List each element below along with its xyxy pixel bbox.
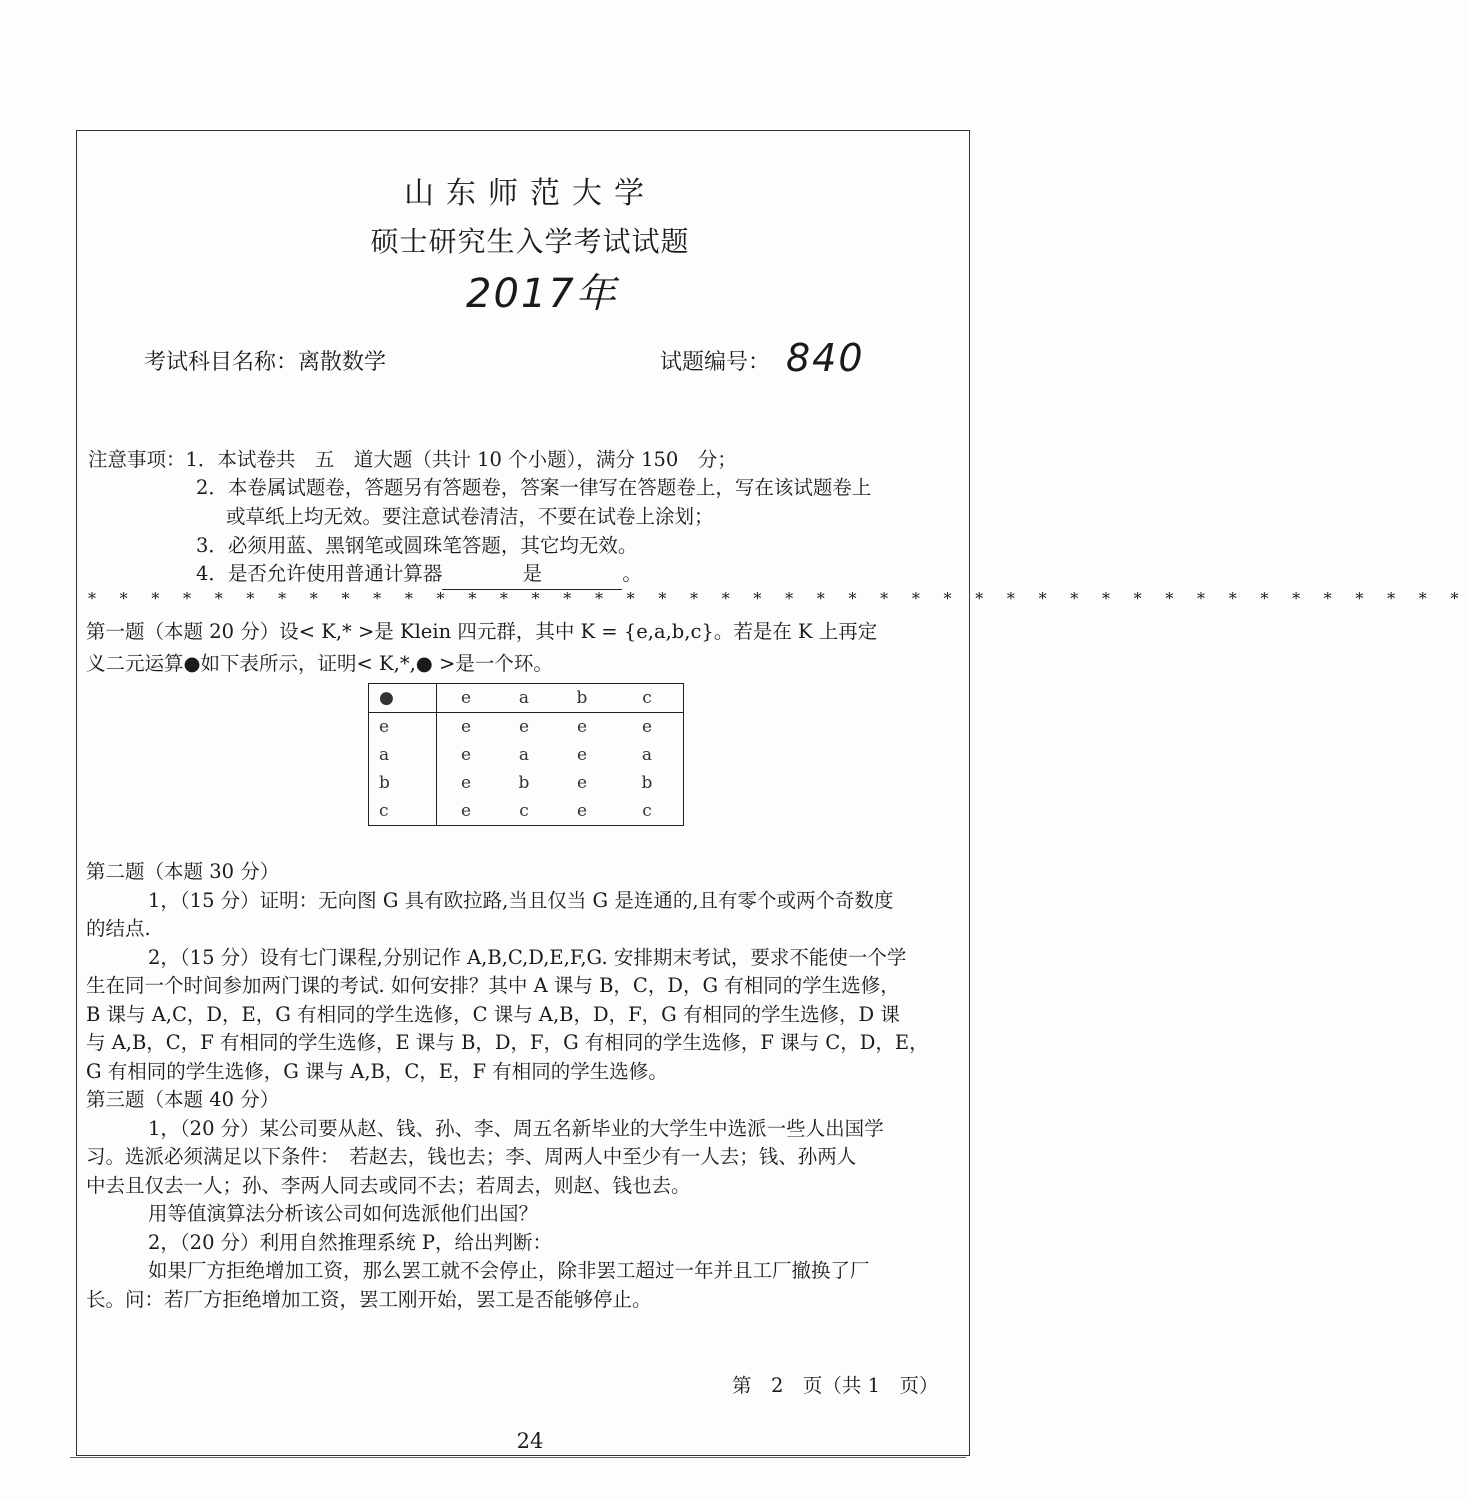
q3-heading: 第三题（本题 40 分）	[86, 1088, 280, 1111]
table-cell: e	[518, 717, 530, 737]
table-cell: a	[518, 745, 530, 765]
table-cell: c	[519, 801, 529, 821]
table-cell: e	[460, 717, 472, 737]
table-cell: b	[518, 773, 530, 793]
table-header-cell: ●	[369, 684, 437, 713]
q3-p1-line-2: 习。选派必须满足以下条件： 若赵去，钱也去；李、周两人中至少有一人去；钱、孙两人	[86, 1145, 857, 1168]
q1-line-1: 第一题（本题 20 分）设< K,* >是 Klein 四元群，其中 K = {e,a,b,c}。若是在 K 上再定	[86, 620, 878, 643]
page-number: 24	[516, 1429, 544, 1453]
table-cell: e	[576, 745, 588, 765]
table-header-row	[369, 684, 684, 713]
table-cell: e	[460, 801, 472, 821]
page-info: 第 2 页（共 1 页）	[732, 1374, 939, 1397]
operation-table	[368, 683, 684, 826]
table-cell: e	[460, 745, 472, 765]
note-line-3: 或草纸上均无效。要注意试卷清洁，不要在试卷上涂划；	[226, 505, 714, 528]
q2-p2-line-3: B 课与 A,C，D，E，G 有相同的学生选修，C 课与 A,B，D，F，G 有相同的学生选修，D 课	[86, 1003, 900, 1026]
separator-stars: * * * * * * * * * * * * * * * * * * * * * * * * * * * * * * * * * * * * * * * * * * * *	[88, 589, 1468, 608]
table-header-cell: c	[611, 684, 684, 713]
table-cell: a	[369, 741, 437, 769]
table-header-cell: a	[495, 684, 553, 713]
note-line-5	[196, 560, 642, 590]
q1-line-2: 义二元运算●如下表所示，证明< K,*,● >是一个环。	[86, 652, 553, 675]
table-cell: b	[369, 769, 437, 797]
note-line-2: 2．本卷属试题卷，答题另有答题卷，答案一律写在答题卷上，写在该试题卷上	[196, 476, 872, 499]
q2-heading: 第二题（本题 30 分）	[86, 860, 280, 883]
q2-p1-line-1: 1，（15 分）证明：无向图 G 具有欧拉路,当且仅当 G 是连通的,且有零个或两个奇数度	[148, 889, 894, 912]
table-cell: c	[369, 797, 437, 826]
q3-p1-line-3: 中去且仅去一人；孙、李两人同去或同不去；若周去，则赵、钱也去。	[86, 1174, 691, 1197]
table-cell: a	[641, 745, 653, 765]
q2-p2-line-1: 2，（15 分）设有七门课程,分别记作 A,B,C,D,E,F,G. 安排期末考试，要求不能使一个学	[148, 946, 907, 969]
q3-p2-line-3: 长。问：若厂方拒绝增加工资，罢工刚开始，罢工是否能够停止。	[86, 1288, 652, 1311]
table-cell: e	[576, 801, 588, 821]
calculator-answer: 是	[442, 560, 622, 590]
q2-p2-line-4: 与 A,B，C，F 有相同的学生选修，E 课与 B，D，F，G 有相同的学生选修，F 课与 C，D，E，	[86, 1031, 929, 1054]
q3-p1-line-1: 1，（20 分）某公司要从赵、钱、孙、李、周五名新毕业的大学生中选派一些人出国学	[148, 1117, 884, 1140]
note-line-4: 3．必须用蓝、黑钢笔或圆珠笔答题，其它均无效。	[196, 534, 638, 557]
note-line-5-suffix: 。	[622, 562, 642, 585]
table-header-cell: b	[553, 684, 611, 713]
table-row	[369, 797, 684, 826]
bottom-rule	[70, 1457, 966, 1458]
table-cell: c	[642, 801, 652, 821]
subject-label: 考试科目名称：离散数学	[144, 350, 387, 375]
university-name: 山东师范大学	[404, 176, 656, 211]
table-cell: e	[576, 773, 588, 793]
table-row	[369, 741, 684, 769]
table-header-cell: e	[437, 684, 496, 713]
note-line-1: 注意事项：1．本试卷共 五 道大题（共计 10 个小题），满分 150 分；	[88, 448, 737, 471]
handwritten-code: 840	[786, 336, 865, 380]
table-row	[369, 713, 684, 742]
q3-p1-line-4: 用等值演算法分析该公司如何选派他们出国？	[148, 1202, 539, 1225]
table-row	[369, 769, 684, 797]
table-cell: b	[641, 773, 653, 793]
q3-p2-line-1: 2，（20 分）利用自然推理系统 P，给出判断：	[148, 1231, 552, 1254]
table-cell: e	[641, 717, 653, 737]
note-line-5-prefix: 4．是否允许使用普通计算器	[196, 562, 443, 585]
q2-p2-line-5: G 有相同的学生选修，G 课与 A,B，C，E，F 有相同的学生选修。	[86, 1060, 668, 1083]
exam-title: 硕士研究生入学考试试题	[370, 225, 690, 258]
table-cell: e	[369, 713, 437, 742]
handwritten-year: 2017年	[466, 271, 618, 317]
q3-p2-line-2: 如果厂方拒绝增加工资，那么罢工就不会停止，除非罢工超过一年并且工厂撤换了厂	[148, 1259, 870, 1282]
q2-p2-line-2: 生在同一个时间参加两门课的考试. 如何安排？其中 A 课与 B，C，D，G 有相同的学生选修，	[86, 974, 900, 997]
q2-p1-line-2: 的结点.	[86, 917, 151, 940]
table-cell: e	[576, 717, 588, 737]
table-cell: e	[460, 773, 472, 793]
code-label: 试题编号：	[660, 350, 771, 375]
